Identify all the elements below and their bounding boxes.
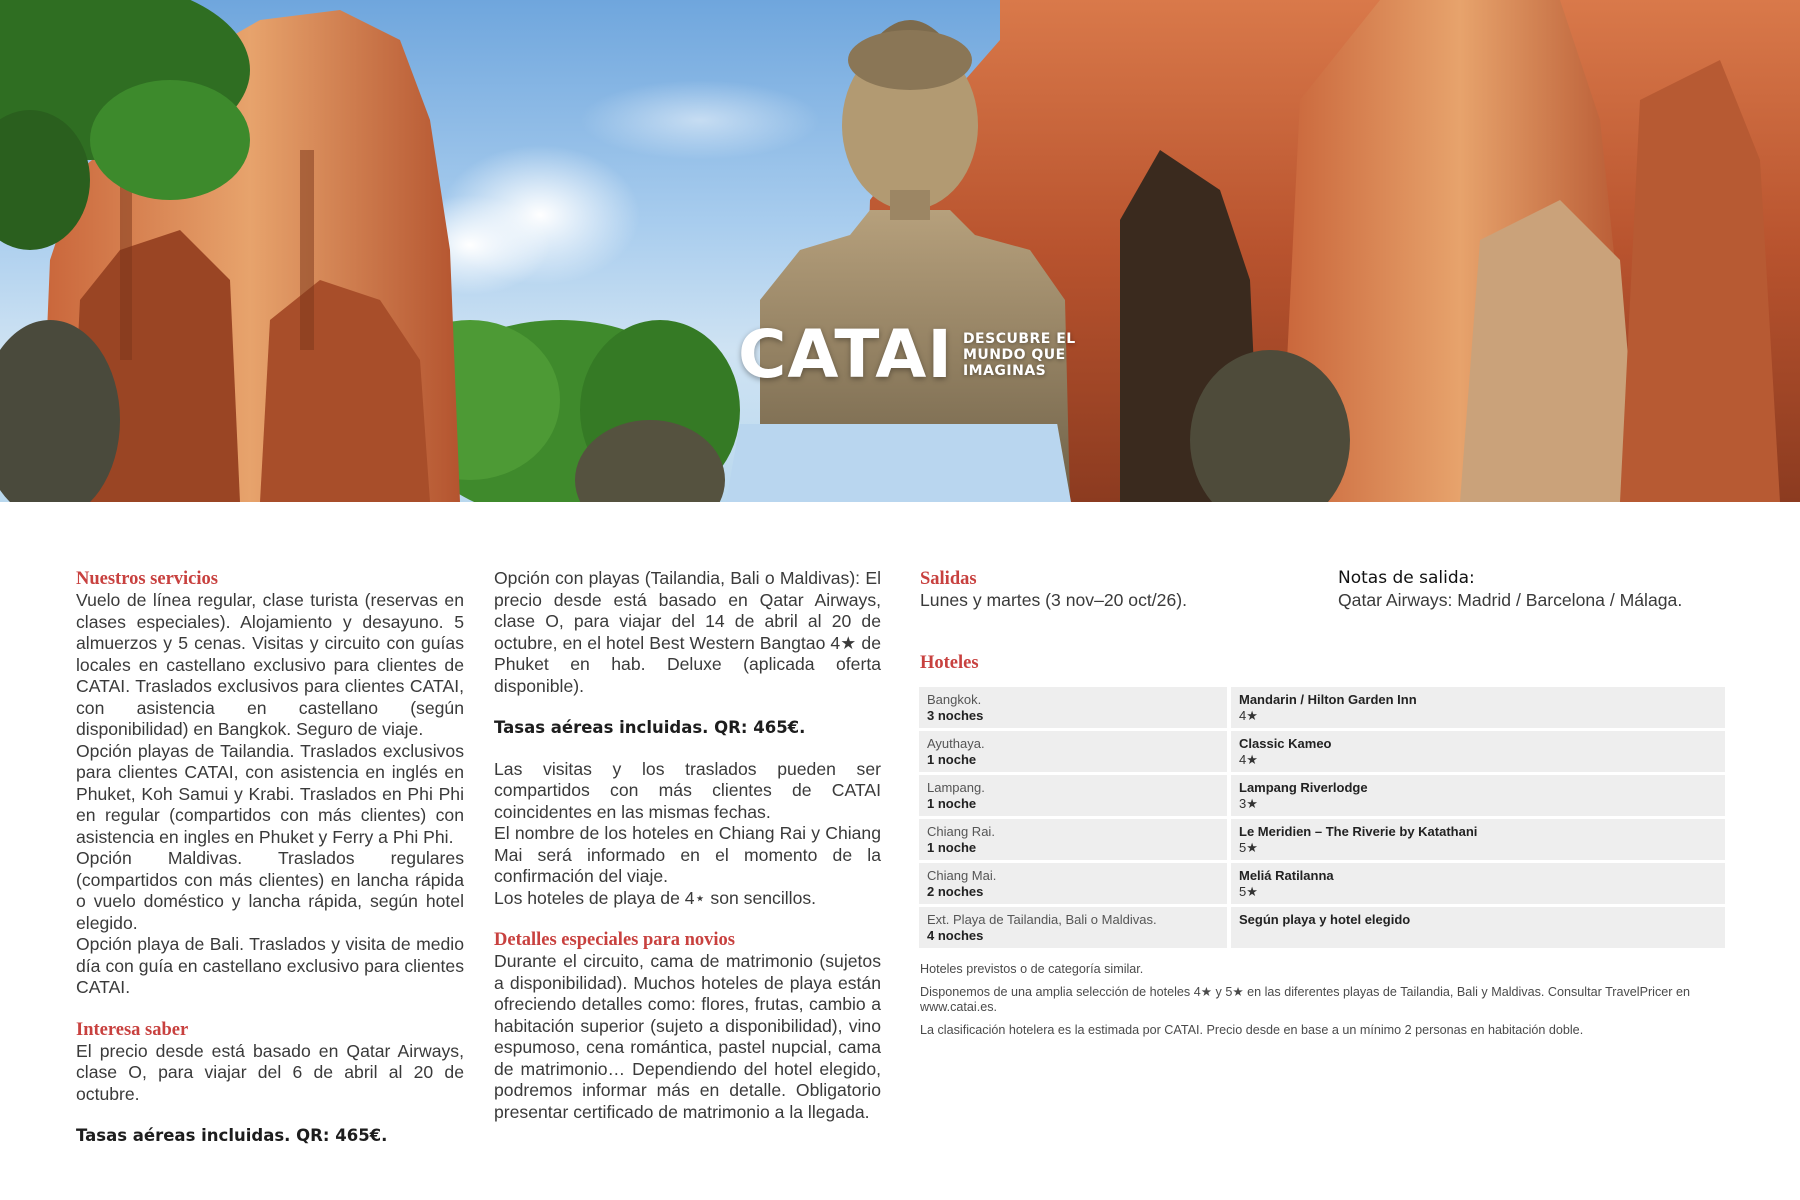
city-cell (919, 907, 1227, 948)
heading-salidas: Salidas (920, 569, 977, 589)
servicios-text: Vuelo de línea regular, clase turista (reservas en clases especiales). Alojamiento y desayuno. 5 almuerzos y 5 cenas. Visitas y circuito con guías locales en castellano exclusivo para clientes de CATAI. Traslados exclusivos para clientes CATAI, con asistencia en castellano (según disponibilidad) en Bangkok. Seguro de viaje. (76, 590, 464, 739)
hotel-stars: 4★ (1239, 707, 1258, 723)
tagline-line-2: MUNDO QUE (962, 347, 1066, 363)
notas-block (1338, 568, 1758, 611)
hotel-name: Le Meridien – The Riverie by Katathani (1239, 824, 1478, 839)
salidas-text: Lunes y martes (3 nov–20 oct/26). (920, 590, 1187, 610)
novios-text: Durante el circuito, cama de matrimonio (sujetos a disponibilidad). Muchos hoteles de playa están ofreciendo detalles como: flores, frutas, cambio a habitación superior (sujeto a disponibilidad), vino espumoso, cena romántica, pastel nupcial, cama de matrimonio… Dependiendo del hotel elegido, podremos informar más en detalle. Obligatorio presentar certificado de matrimonio a la llegada. (494, 951, 881, 1122)
hotels-table (919, 687, 1725, 951)
column-info (494, 568, 881, 1123)
note-3: La clasificación hotelera es la estimada por CATAI. Precio desde en base a un mínimo 2 personas en habitación doble. (920, 1023, 1584, 1037)
brand-name: CATAI (738, 316, 953, 393)
heading-interesa: Interesa saber (76, 1019, 189, 1040)
city-name: Bangkok. (927, 692, 982, 707)
hero-tab-decoration (726, 424, 1071, 502)
hotel-stars: 5★ (1239, 839, 1258, 855)
hotel-stars: 3★ (1239, 795, 1258, 811)
note-2: Disponemos de una amplia selección de hoteles 4★ y 5★ en las diferentes playas de Tailandia, Bali y Maldivas. Consultar TravelPricer en www.catai.es. (920, 985, 1690, 1014)
table-row (919, 907, 1725, 948)
hotel-cell (1231, 775, 1725, 816)
interesa-text: El precio desde está basado en Qatar Airways, clase O, para viajar del 6 de abril al 20 de octubre. (76, 1040, 464, 1104)
hotel-cell (1231, 819, 1725, 860)
hotel-name: Lampang Riverlodge (1239, 780, 1368, 795)
opcion-playas-text: Opción con playas (Tailandia, Bali o Maldivas): El precio desde está basado en Qatar Airways, clase O, para viajar del 14 de abril al 20 de octubre, en el hotel Best Western Bangtao 4★ de Phuket en hab. Deluxe (aplicada oferta disponible). (494, 568, 881, 696)
city-name: Lampang. (927, 780, 985, 795)
nights: 3 noches (927, 707, 984, 723)
notas-colon: : (1469, 568, 1475, 588)
table-row (919, 687, 1725, 728)
city-cell (919, 863, 1227, 904)
notas-text: Qatar Airways: Madrid / Barcelona / Málaga. (1338, 589, 1683, 610)
heading-novios: Detalles especiales para novios (494, 930, 735, 950)
city-name: Ayuthaya. (927, 736, 985, 751)
nombre-hoteles-text: El nombre de los hoteles en Chiang Rai y Chiang Mai será informado en el momento de la confirmación del viaje. (494, 823, 881, 886)
note-1: Hoteles previstos o de categoría similar. (920, 962, 1144, 976)
hotel-notes (920, 962, 1726, 1046)
bali-text: Opción playa de Bali. Traslados y visita de medio día con guía en castellano exclusivo para clientes CATAI. (76, 934, 464, 997)
city-name: Chiang Rai. (927, 824, 995, 839)
notas-title-text: Notas de salida (1338, 568, 1470, 588)
nights: 4 noches (927, 927, 984, 943)
salidas-block (920, 568, 1300, 612)
table-row (919, 775, 1725, 816)
hoteles-playa-text: Los hoteles de playa de 4⋆ son sencillos. (494, 887, 817, 908)
nights: 1 noche (927, 795, 977, 811)
table-row (919, 819, 1725, 860)
heading-notas (1338, 568, 1758, 590)
city-cell (919, 775, 1227, 816)
tasas-text-2: Tasas aéreas incluidas. QR: 465€. (494, 718, 806, 737)
city-name: Ext. Playa de Tailandia, Bali o Maldivas. (927, 912, 1157, 927)
tasas-text: Tasas aéreas incluidas. QR: 465€. (76, 1126, 388, 1145)
tagline-line-1: DESCUBRE EL (962, 331, 1076, 347)
column-services (76, 568, 464, 1147)
city-cell (919, 731, 1227, 772)
maldivas-text: Opción Maldivas. Traslados regulares (compartidos con más clientes) en lancha rápida o vuelo doméstico y lancha rápida, según hotel elegido. (76, 848, 464, 933)
city-name: Chiang Mai. (927, 868, 997, 883)
playas-text: Opción playas de Tailandia. Traslados exclusivos para clientes CATAI, con asistencia en inglés en Phuket, Koh Samui y Krabi. Traslados en Phi Phi en regular (compartidos con más clientes) con asistencia en ingles en Phuket y Ferry a Phi Phi. (76, 740, 464, 847)
hotel-name: Classic Kameo (1239, 736, 1332, 751)
nights: 1 noche (927, 839, 977, 855)
nights: 1 noche (927, 751, 977, 767)
hero-banner (0, 0, 1800, 502)
city-cell (919, 687, 1227, 728)
catai-logo (738, 316, 1081, 393)
hotel-stars: 5★ (1239, 883, 1258, 899)
hotel-name: Según playa y hotel elegido (1239, 912, 1411, 927)
hotel-cell (1231, 687, 1725, 728)
visitas-text: Las visitas y los traslados pueden ser compartidos con más clientes de CATAI coincidentes en las mismas fechas. (494, 758, 881, 822)
hotel-cell (1231, 731, 1725, 772)
hotel-name: Meliá Ratilanna (1239, 868, 1334, 883)
city-cell (919, 819, 1227, 860)
heading-servicios: Nuestros servicios (76, 569, 218, 589)
table-row (919, 863, 1725, 904)
nights: 2 noches (927, 883, 984, 899)
tagline-line-3: IMAGINAS (962, 363, 1047, 379)
hotel-cell (1231, 863, 1725, 904)
hotel-stars: 4★ (1239, 751, 1258, 767)
table-row (919, 731, 1725, 772)
hotel-cell (1231, 907, 1725, 948)
hotel-name: Mandarin / Hilton Garden Inn (1239, 692, 1417, 707)
heading-hoteles: Hoteles (920, 653, 979, 673)
brand-tagline (963, 331, 1081, 379)
